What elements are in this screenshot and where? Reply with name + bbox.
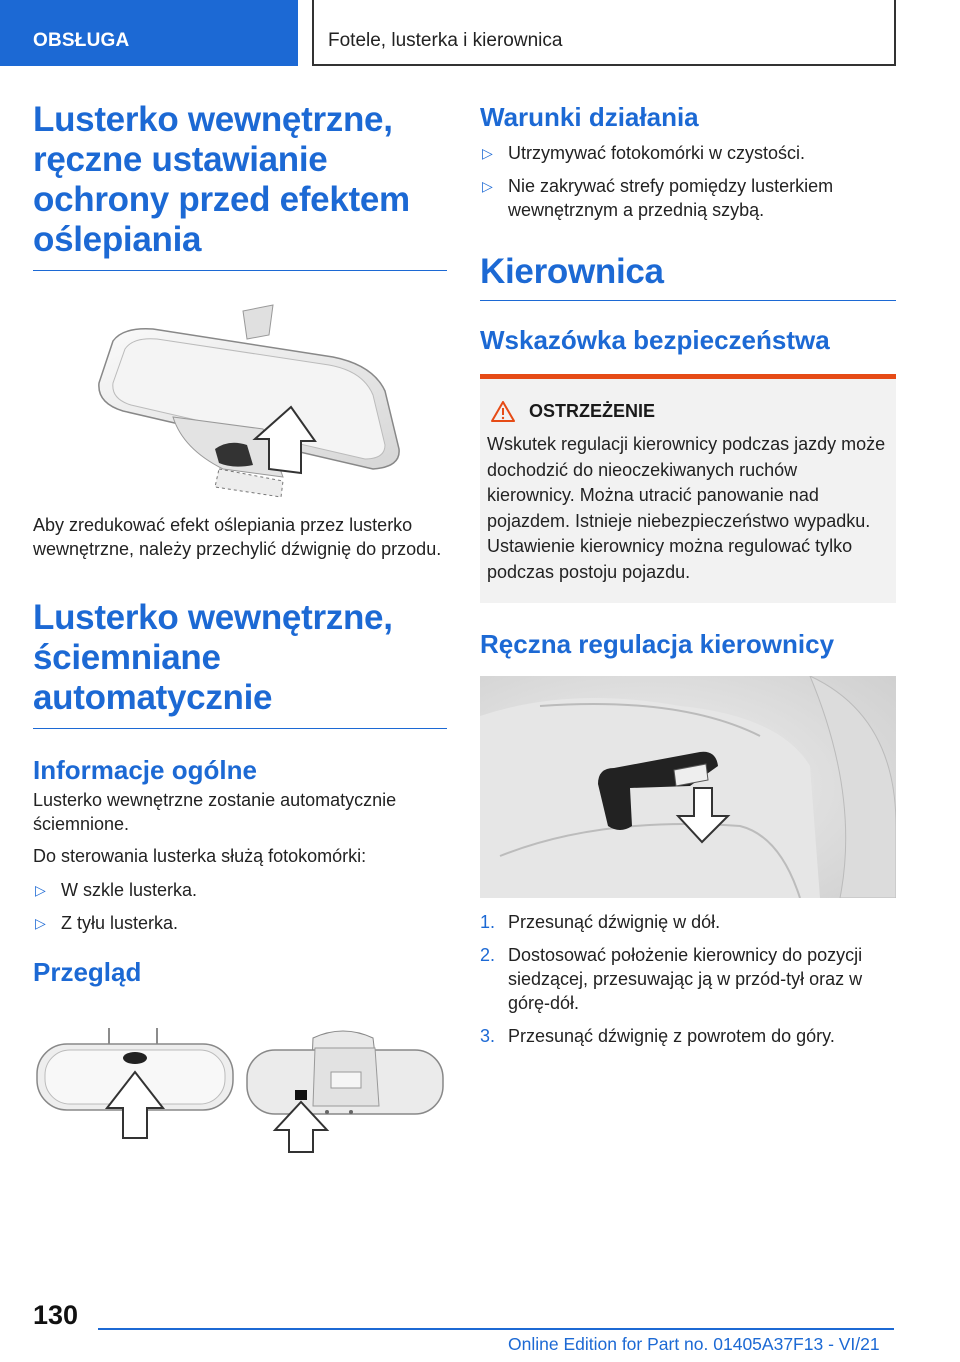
heading-steering: Kierownica: [480, 252, 896, 301]
right-column: [480, 102, 896, 1057]
page-header: [0, 0, 960, 66]
heading-overview: Przegląd: [33, 957, 142, 987]
heading-conditions: Warunki działania: [480, 102, 699, 132]
triangle-bullet-icon: ▷: [35, 915, 46, 931]
general-text-2: Do sterowania lusterka służą fotokomórki:: [33, 846, 367, 866]
triangle-bullet-icon: ▷: [35, 882, 46, 898]
footer-divider: [98, 1328, 894, 1330]
general-text-1: Lusterko wewnętrzne zostanie automatycznie ściemnione.: [33, 790, 397, 834]
heading-general-info: Informacje ogólne: [33, 755, 257, 785]
list-item: ▷ W szkle lusterka.: [35, 880, 198, 900]
left-column: [33, 100, 447, 1168]
mirror-lever-illustration: [33, 299, 447, 499]
list-item: 2. Dostosować położenie kierownicy do pozycji siedzącej, przesuwając ją w przód-tył oraz w górę-dół.: [480, 945, 863, 1013]
section-tab: OBSŁUGA: [0, 0, 298, 66]
antiglare-text: Aby zredukować efekt oślepiania przez lusterko wewnętrzne, należy przechylić dźwignię do przodu.: [33, 515, 442, 559]
heading-auto-dimming: Lusterko wewnętrzne, ściemniane automatycznie: [33, 598, 447, 729]
list-item: 1. Przesunąć dźwignię w dół.: [480, 912, 721, 932]
warning-text: Wskutek regulacji kierownicy podczas jazdy może dochodzić do nieoczekiwanych ruchów kierownicy. Można utracić panowanie nad pojazdem. Istnieje niebezpieczeństwo wypadku. Ustawienie kierownicy można regulować tylko podczas postoju pojazdu.: [487, 434, 886, 582]
list-item: ▷ Z tyłu lusterka.: [35, 913, 179, 933]
list-item: ▷ Utrzymywać fotokomórki w czystości.: [482, 143, 806, 163]
heading-manual-adjustment: Ręczna regulacja kierownicy: [480, 629, 835, 659]
photocell-list: [33, 878, 447, 935]
warning-box: [480, 374, 896, 603]
page-number: 130: [33, 1300, 79, 1330]
warning-title: OSTRZEŻENIE: [491, 401, 888, 422]
steering-lever-image: [480, 676, 896, 898]
steering-lever-illustration: [480, 676, 896, 898]
heading-antiglare: Lusterko wewnętrzne, ręczne ustawianie ochrony przed efektem oślepiania: [33, 100, 447, 271]
triangle-bullet-icon: ▷: [482, 178, 493, 194]
list-item: 3. Przesunąć dźwignię z powrotem do góry.: [480, 1026, 835, 1046]
heading-safety-note: Wskazówka bezpieczeństwa: [480, 325, 830, 355]
triangle-bullet-icon: ▷: [482, 145, 493, 161]
list-item: ▷ Nie zakrywać strefy pomiędzy lusterkiem wewnętrznym a przednią szybą.: [482, 176, 834, 220]
mirror-front-back-image: [33, 1028, 447, 1168]
chapter-title: Fotele, lusterka i kierownica: [312, 0, 896, 66]
photocell-illustrations: [33, 1028, 447, 1168]
mirror-lever-image: [33, 299, 447, 499]
conditions-list: [480, 141, 896, 222]
warning-triangle-icon: [491, 401, 515, 422]
footer-edition: Online Edition for Part no. 01405A37F13 - VI/21: [508, 1334, 880, 1354]
steps-list: [480, 910, 896, 1048]
